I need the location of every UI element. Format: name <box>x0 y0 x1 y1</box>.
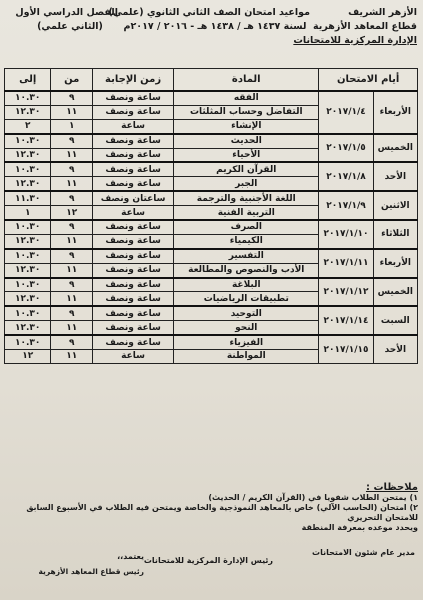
subject-cell: القرآن الكريم <box>174 162 319 176</box>
subject-cell: البلاغة <box>174 278 319 292</box>
signature-title: رئيس الإدارة المركزية للامتحانات <box>143 556 273 565</box>
from-cell: ٩ <box>51 278 93 292</box>
subject-cell: التفاضل وحساب المثلثات <box>174 105 319 119</box>
subject-cell: الأدب والنصوص والمطالعة <box>174 263 319 277</box>
table-row <box>5 306 418 320</box>
from-cell: ١١ <box>51 263 93 277</box>
duration-cell: ساعة ونصف <box>93 162 174 176</box>
term-label: الفصل الدراسي الأول <box>15 7 118 18</box>
from-cell: ٩ <box>51 306 93 320</box>
to-cell: ١٢.٣٠ <box>5 292 51 306</box>
from-cell: ٩ <box>51 162 93 176</box>
from-cell: ١١ <box>51 177 93 191</box>
duration-cell: ساعة ونصف <box>93 220 174 234</box>
from-cell: ٩ <box>51 91 93 105</box>
duration-cell: ساعة ونصف <box>93 306 174 320</box>
duration-cell: ساعة ونصف <box>93 234 174 248</box>
from-cell: ٩ <box>51 249 93 263</box>
table-header-row <box>5 69 418 92</box>
col-header-duration: زمن الإجابة <box>93 69 174 92</box>
page-title: مواعيد امتحان الصف الثاني الثانوي (علمي) <box>108 7 310 18</box>
table-row <box>5 335 418 349</box>
from-cell: ١١ <box>51 234 93 248</box>
subject-cell: اللغة الأجنبية والترجمة <box>174 191 319 205</box>
to-cell: ١٢.٣٠ <box>5 234 51 248</box>
table-body <box>5 91 418 363</box>
exam-date: ٢٠١٧/١/٤ <box>319 91 373 134</box>
exam-date: ٢٠١٧/١/٨ <box>319 162 373 191</box>
exam-schedule-table <box>4 68 418 364</box>
table-row <box>5 249 418 263</box>
exam-date: ٢٠١٧/١/١٥ <box>319 335 373 363</box>
subject-cell: الحديث <box>174 134 319 148</box>
exam-day: الأربعاء <box>373 249 417 278</box>
to-cell: ١٠.٣٠ <box>5 306 51 320</box>
subject-cell: الكيمياء <box>174 234 319 248</box>
to-cell: ١١.٣٠ <box>5 191 51 205</box>
duration-cell: ساعة <box>93 350 174 364</box>
exam-date: ٢٠١٧/١/١٢ <box>319 278 373 307</box>
table-row <box>5 162 418 176</box>
duration-cell: ساعة <box>93 206 174 220</box>
from-cell: ١١ <box>51 148 93 162</box>
exam-day: الأحد <box>373 335 417 363</box>
to-cell: ١٠.٣٠ <box>5 335 51 349</box>
page-subtitle: لسنة ١٤٣٧ هـ / ١٤٣٨ هـ - ٢٠١٦ / ٢٠١٧م <box>123 21 307 32</box>
exam-day: الثلاثاء <box>373 220 417 249</box>
exam-day: الاثنين <box>373 191 417 220</box>
duration-cell: ساعة ونصف <box>93 134 174 148</box>
to-cell: ١ <box>5 206 51 220</box>
to-cell: ١٠.٣٠ <box>5 249 51 263</box>
duration-cell: ساعة ونصف <box>93 278 174 292</box>
from-cell: ٩ <box>51 335 93 349</box>
to-cell: ١٠.٣٠ <box>5 220 51 234</box>
col-header-days: أيام الامتحان <box>319 69 418 92</box>
subject-cell: الفقه <box>174 91 319 105</box>
table-row <box>5 191 418 205</box>
exam-date: ٢٠١٧/١/٥ <box>319 134 373 163</box>
signature-name: رئيس قطاع المعاهد الأزهرية <box>38 567 144 576</box>
table-row <box>5 278 418 292</box>
subject-cell: الإنشاء <box>174 119 319 133</box>
header-authority-line: قطاع المعاهد الأزهرية <box>313 21 417 32</box>
subject-cell: الجبر <box>174 177 319 191</box>
duration-cell: ساعة ونصف <box>93 263 174 277</box>
subject-cell: النحو <box>174 321 319 335</box>
to-cell: ١٠.٣٠ <box>5 162 51 176</box>
duration-cell: ساعتان ونصف <box>93 191 174 205</box>
signature-sector-head <box>24 552 144 576</box>
subject-cell: الأحياء <box>174 148 319 162</box>
from-cell: ٩ <box>51 134 93 148</box>
to-cell: ١٢.٣٠ <box>5 148 51 162</box>
exam-date: ٢٠١٧/١/١٠ <box>319 220 373 249</box>
to-cell: ١٠.٣٠ <box>5 134 51 148</box>
exam-day: السبت <box>373 306 417 335</box>
header-authority <box>293 6 417 48</box>
to-cell: ١٠.٣٠ <box>5 91 51 105</box>
col-header-to: إلى <box>5 69 51 92</box>
from-cell: ١١ <box>51 350 93 364</box>
duration-cell: ساعة ونصف <box>93 91 174 105</box>
to-cell: ٢ <box>5 119 51 133</box>
table-row <box>5 134 418 148</box>
exam-day: الخميس <box>373 134 417 163</box>
document-header <box>0 6 423 58</box>
to-cell: ١٢ <box>5 350 51 364</box>
duration-cell: ساعة <box>93 119 174 133</box>
from-cell: ١١ <box>51 292 93 306</box>
subject-cell: التفسير <box>174 249 319 263</box>
note-item: ١) يمتحن الطلاب شفويا في (القرآن الكريم / الحديث) <box>208 493 418 502</box>
subject-cell: الفيزياء <box>174 335 319 349</box>
to-cell: ١٢.٣٠ <box>5 321 51 335</box>
notes-section <box>6 482 418 533</box>
notes-title: ملاحظات : <box>365 482 418 493</box>
to-cell: ١٢.٣٠ <box>5 105 51 119</box>
from-cell: ١ <box>51 119 93 133</box>
col-header-from: من <box>51 69 93 92</box>
signature-title: مدير عام شئون الامتحانات <box>312 548 415 557</box>
duration-cell: ساعة ونصف <box>93 177 174 191</box>
subject-cell: الصرف <box>174 220 319 234</box>
subject-cell: التوحيد <box>174 306 319 320</box>
duration-cell: ساعة ونصف <box>93 335 174 349</box>
duration-cell: ساعة ونصف <box>93 321 174 335</box>
header-authority-line: الأزهر الشريف <box>348 7 417 18</box>
signature-exams-director <box>295 548 415 557</box>
from-cell: ١١ <box>51 105 93 119</box>
from-cell: ١٢ <box>51 206 93 220</box>
to-cell: ١٢.٣٠ <box>5 263 51 277</box>
exam-date: ٢٠١٧/١/١٤ <box>319 306 373 335</box>
note-item: ٢) امتحان (الحاسب الآلي) خاص بالمعاهد النموذجية والخاصة ويمتحن فيه الطلاب في الأسبوع السابق للامتحان التحريري <box>26 503 418 522</box>
exam-day: الخميس <box>373 278 417 307</box>
to-cell: ١٠.٣٠ <box>5 278 51 292</box>
signature-title: يعتمد،، <box>117 552 144 561</box>
subject-cell: تطبيقات الرياضيات <box>174 292 319 306</box>
table-row <box>5 220 418 234</box>
signature-central-admin <box>133 556 273 565</box>
duration-cell: ساعة ونصف <box>93 249 174 263</box>
header-title <box>108 6 310 34</box>
duration-cell: ساعة ونصف <box>93 105 174 119</box>
note-item: ويحدد موعده بمعرفة المنطقة <box>301 523 418 532</box>
header-term <box>15 6 118 34</box>
subject-cell: المواطنة <box>174 350 319 364</box>
from-cell: ٩ <box>51 220 93 234</box>
exam-date: ٢٠١٧/١/١١ <box>319 249 373 278</box>
from-cell: ٩ <box>51 191 93 205</box>
exam-day: الأحد <box>373 162 417 191</box>
duration-cell: ساعة ونصف <box>93 148 174 162</box>
col-header-subject: المادة <box>174 69 319 92</box>
exam-date: ٢٠١٧/١/٩ <box>319 191 373 220</box>
exam-day: الأربعاء <box>373 91 417 134</box>
from-cell: ١١ <box>51 321 93 335</box>
to-cell: ١٢.٣٠ <box>5 177 51 191</box>
term-track: (الثاني علمي) <box>37 21 103 32</box>
subject-cell: التربية الفنية <box>174 206 319 220</box>
table-row <box>5 91 418 105</box>
header-authority-line: الإدارة المركزية للامتحانات <box>293 35 417 46</box>
duration-cell: ساعة ونصف <box>93 292 174 306</box>
